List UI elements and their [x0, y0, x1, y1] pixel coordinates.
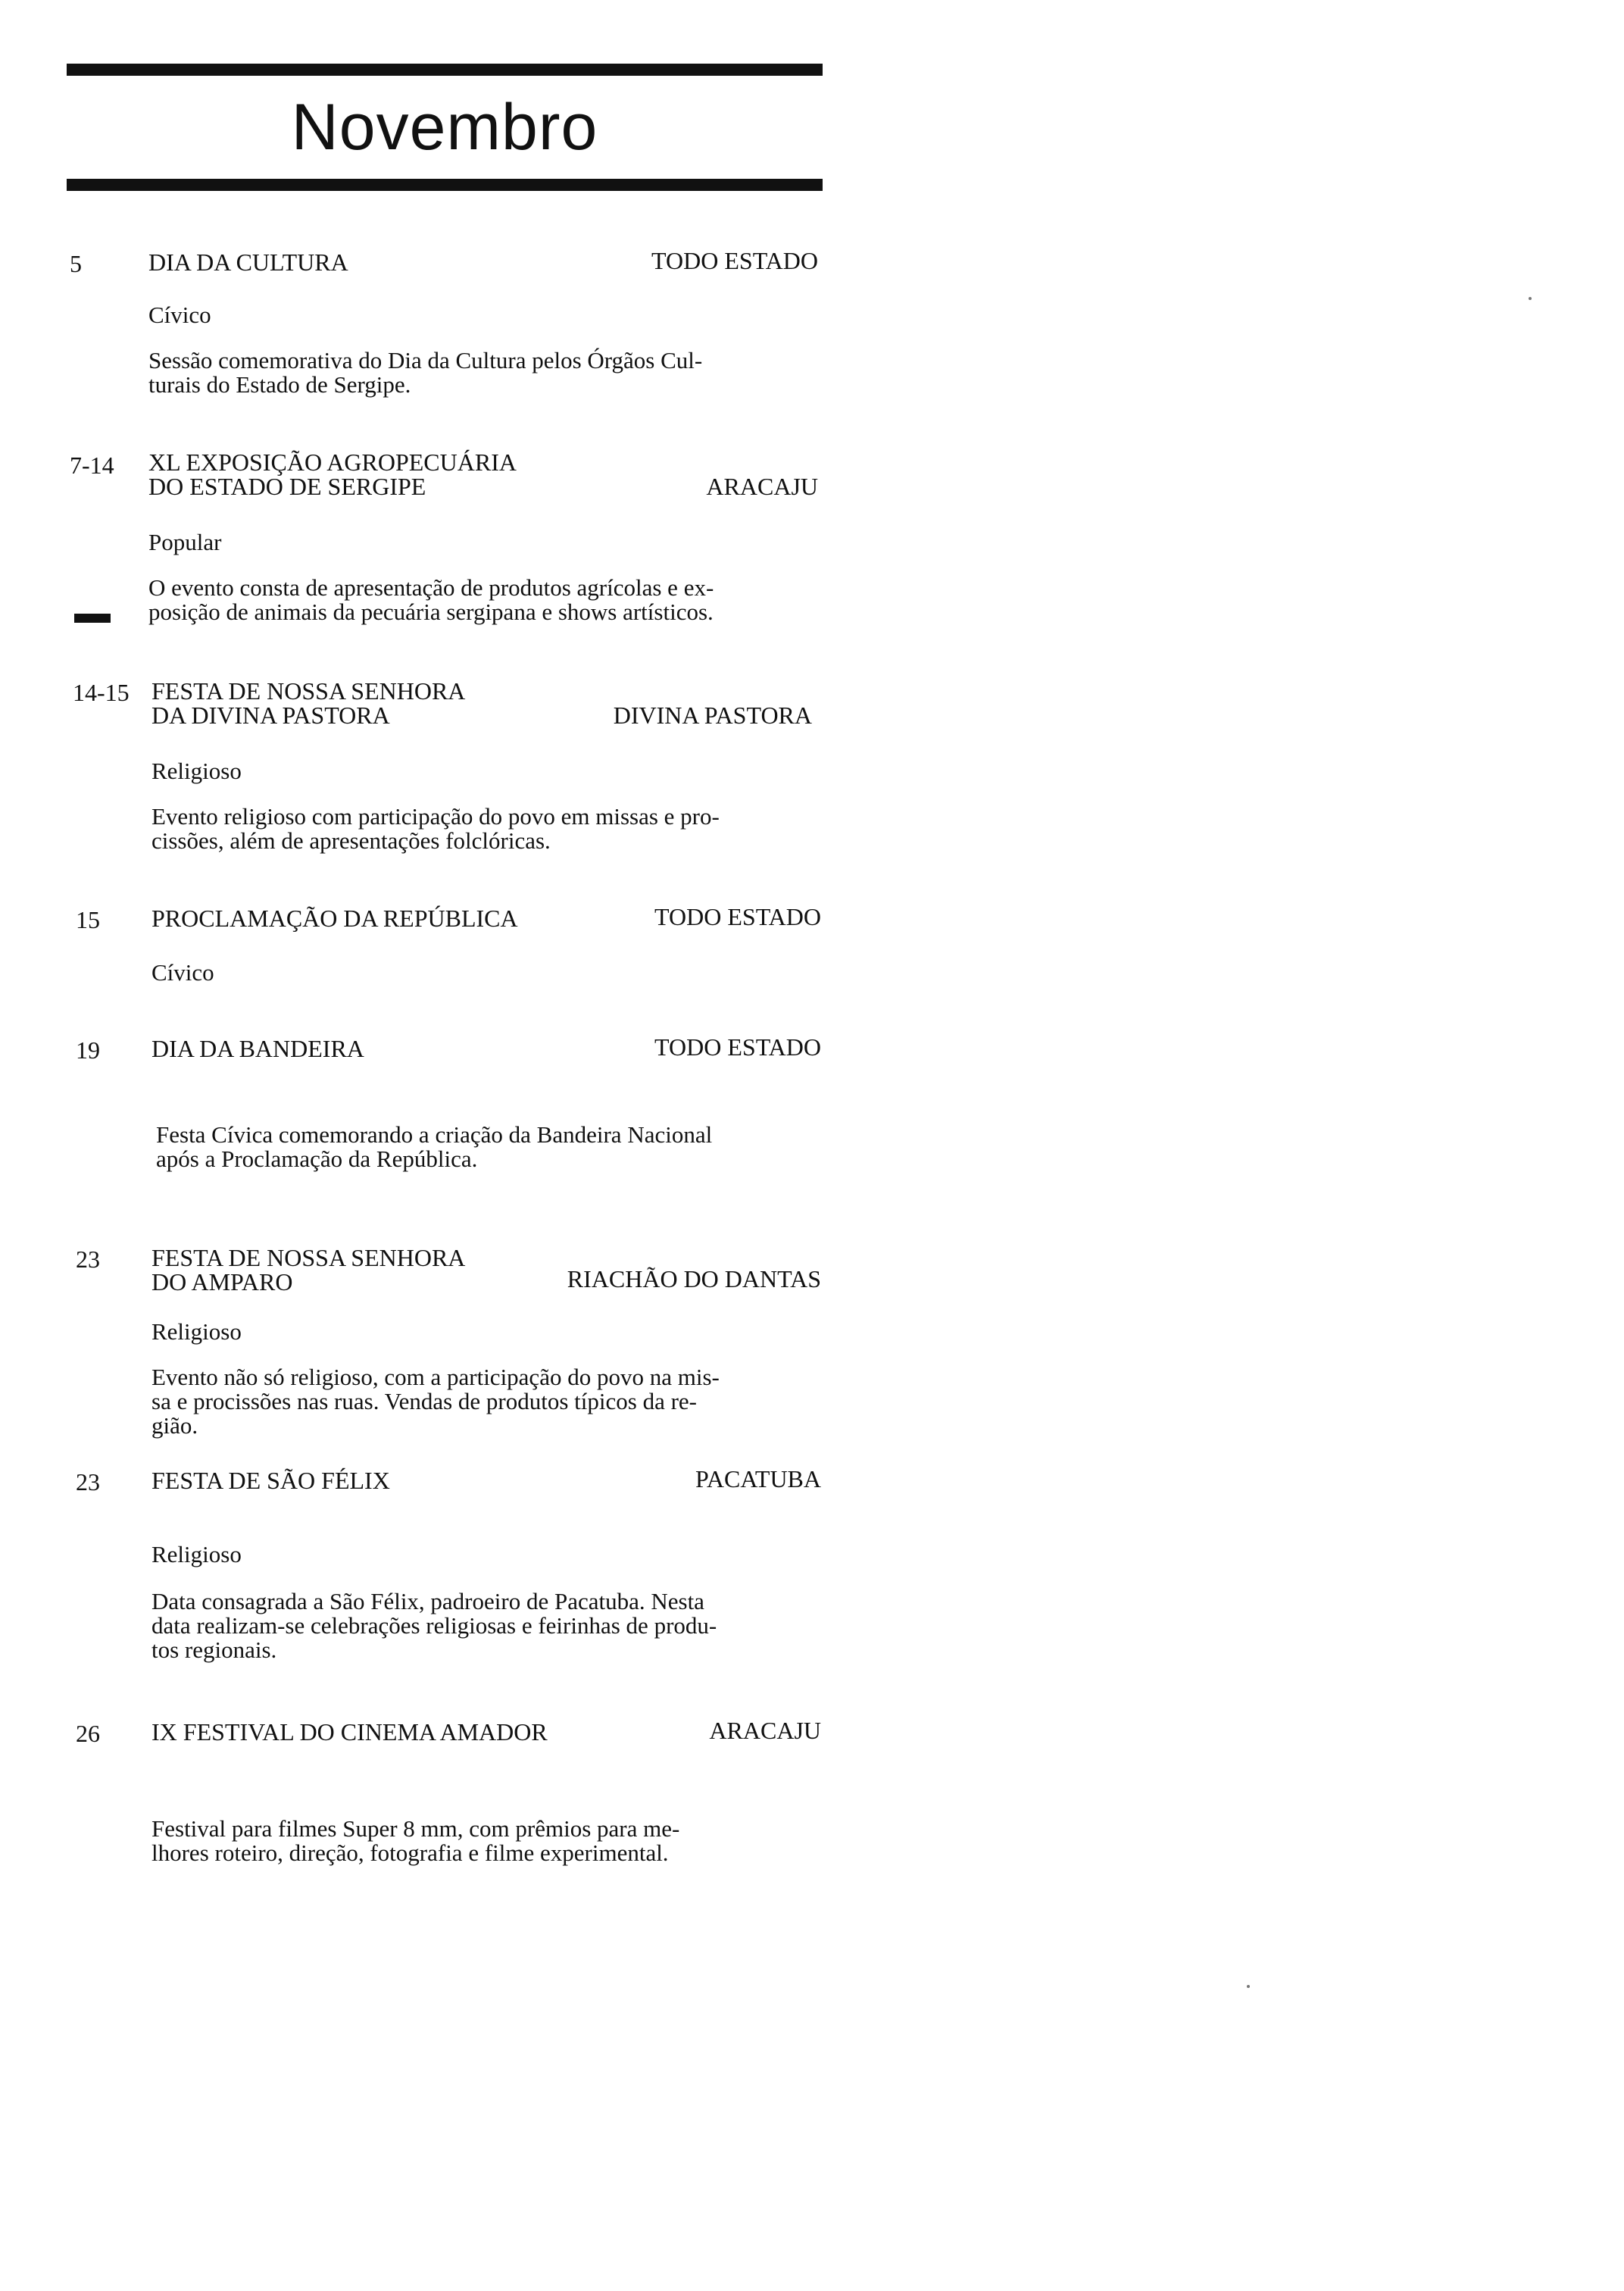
- event-category: Cívico: [151, 959, 214, 986]
- event-description: [156, 1123, 823, 1171]
- event-title-line: DA DIVINA PASTORA: [151, 702, 390, 729]
- event-title: DIA DA BANDEIRA: [151, 1035, 364, 1062]
- event-description-line: Evento não só religioso, com a participação do povo na mis-: [151, 1364, 720, 1390]
- event-place: RIACHÃO DO DANTAS: [567, 1265, 821, 1292]
- event-description: [151, 1365, 823, 1438]
- event-date: 14-15: [73, 679, 130, 706]
- event-place: DIVINA PASTORA: [613, 702, 812, 729]
- event-description: [148, 348, 823, 397]
- event-title: FESTA DE SÃO FÉLIX: [151, 1467, 390, 1494]
- event-date: 7-14: [70, 452, 114, 479]
- event-date: 15: [76, 906, 100, 933]
- event-date: 19: [76, 1036, 100, 1064]
- event-title: [151, 1246, 465, 1294]
- event-title: [151, 679, 465, 727]
- top-rule: [67, 64, 823, 76]
- event-description-line: data realizam-se celebrações religiosas e feirinhas de produ-: [151, 1612, 717, 1639]
- event-description: [148, 576, 818, 624]
- event-description-line: lhores roteiro, direção, fotografia e filme experimental.: [151, 1839, 669, 1866]
- event-description-line: turais do Estado de Sergipe.: [148, 371, 411, 398]
- event-title-line: XL EXPOSIÇÃO AGROPECUÁRIA: [148, 449, 517, 476]
- event-category: Cívico: [148, 302, 211, 328]
- event-category: Religioso: [151, 1541, 242, 1567]
- event-description-line: cissões, além de apresentações folclóricas.: [151, 827, 551, 854]
- event-description-line: posição de animais da pecuária sergipana e shows artísticos.: [148, 599, 714, 625]
- event-title-line: FESTA DE NOSSA SENHORA: [151, 1244, 466, 1271]
- event-title: [148, 450, 517, 499]
- event-description-line: gião.: [151, 1412, 198, 1439]
- event-title-line: DO ESTADO DE SERGIPE: [148, 473, 426, 500]
- event-category: Religioso: [151, 1318, 242, 1345]
- event-description: [151, 805, 821, 853]
- event-title-line: DO AMPARO: [151, 1268, 293, 1296]
- event-date: 26: [76, 1720, 100, 1747]
- event-description-line: O evento consta de apresentação de produtos agrícolas e ex-: [148, 574, 714, 601]
- event-place: TODO ESTADO: [654, 1033, 821, 1061]
- event-title: PROCLAMAÇÃO DA REPÚBLICA: [151, 905, 518, 932]
- event-title-line: FESTA DE NOSSA SENHORA: [151, 677, 466, 705]
- event-description-line: após a Proclamação da República.: [156, 1146, 478, 1172]
- page-heading: Novembro: [291, 91, 598, 164]
- event-place: TODO ESTADO: [651, 247, 818, 274]
- event-date: 23: [76, 1468, 100, 1496]
- event-description-line: Data consagrada a São Félix, padroeiro de Pacatuba. Nesta: [151, 1588, 704, 1614]
- event-place: ARACAJU: [709, 1717, 821, 1744]
- bottom-rule: [67, 179, 823, 191]
- margin-mark: [74, 614, 111, 623]
- event-place: TODO ESTADO: [654, 903, 821, 930]
- event-description-line: Festival para filmes Super 8 mm, com prêmios para me-: [151, 1815, 680, 1842]
- event-place: ARACAJU: [706, 473, 818, 500]
- event-date: 23: [76, 1246, 100, 1273]
- event-title: DIA DA CULTURA: [148, 248, 348, 276]
- event-description: [151, 1589, 823, 1662]
- event-description-line: sa e procissões nas ruas. Vendas de produtos típicos da re-: [151, 1388, 698, 1414]
- event-description: [151, 1817, 823, 1865]
- event-date: 5: [70, 250, 82, 277]
- event-category: Religioso: [151, 758, 242, 784]
- event-description-line: Sessão comemorativa do Dia da Cultura pelos Órgãos Cul-: [148, 347, 703, 373]
- event-description-line: Evento religioso com participação do povo em missas e pro-: [151, 803, 720, 830]
- scan-speck: [1529, 297, 1532, 300]
- event-place: PACATUBA: [695, 1465, 821, 1492]
- event-title: IX FESTIVAL DO CINEMA AMADOR: [151, 1718, 548, 1746]
- event-category: Popular: [148, 529, 222, 555]
- event-description-line: tos regionais.: [151, 1636, 277, 1663]
- scan-speck: [1247, 1985, 1250, 1988]
- event-description-line: Festa Cívica comemorando a criação da Bandeira Nacional: [156, 1121, 713, 1148]
